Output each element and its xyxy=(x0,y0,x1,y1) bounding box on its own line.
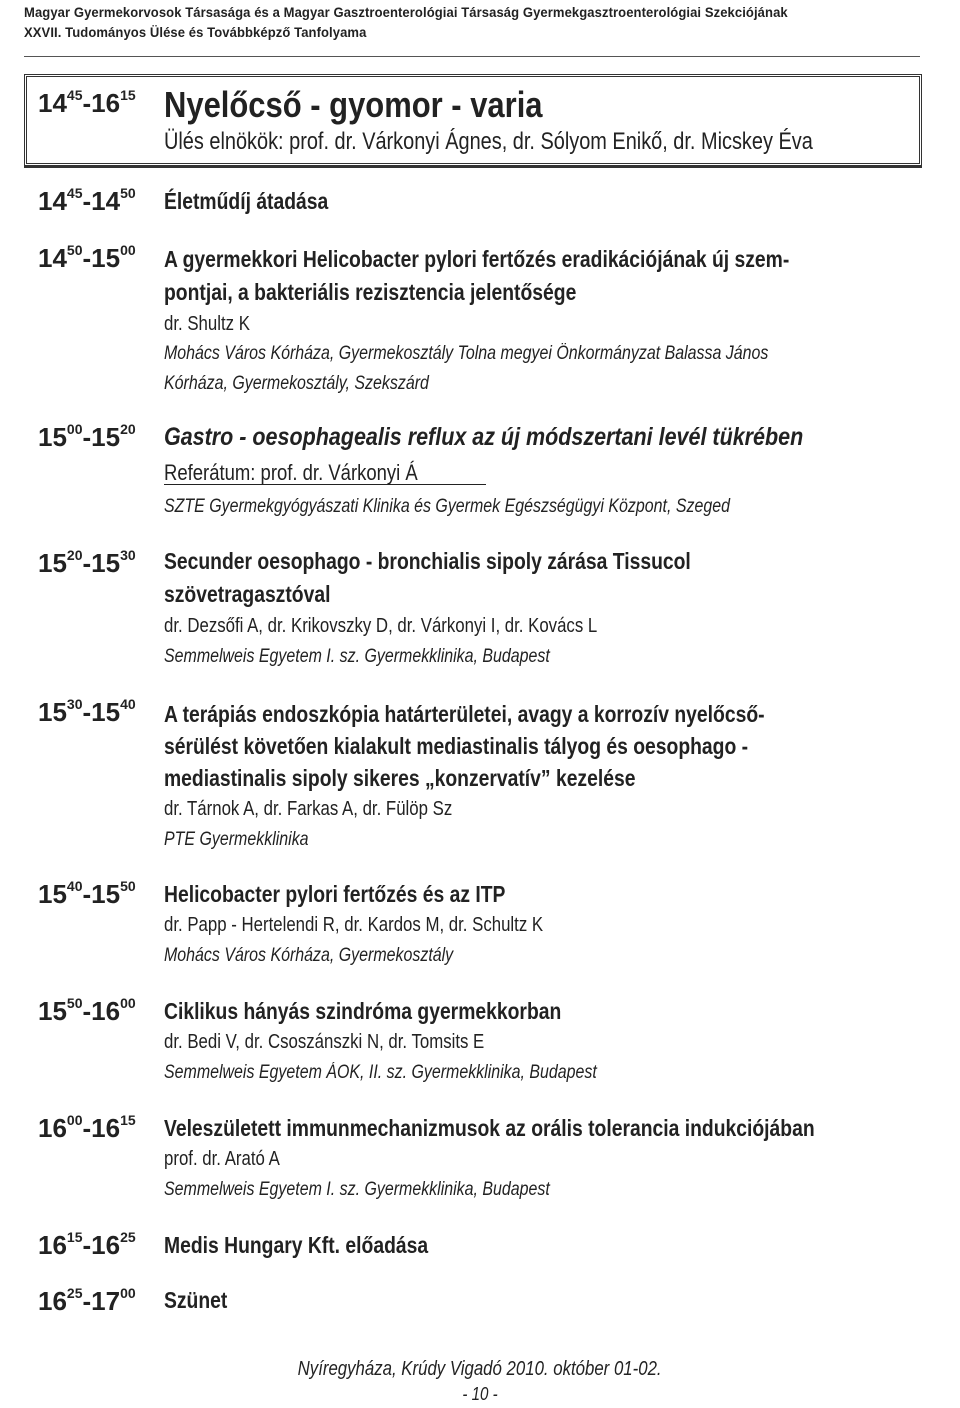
item-title: Helicobacter pylori fertőzés és az ITP xyxy=(164,881,506,907)
item-time: $14^{50}-15^{00}$ xyxy=(38,242,136,273)
item-time: $15^{50}-16^{00}$ xyxy=(38,995,136,1026)
referat-underline xyxy=(164,484,486,485)
item-title-cont: sérülést követően kialakult mediastinalis tályog és oesophago - xyxy=(164,733,749,759)
footer-page-number xyxy=(0,1384,960,1405)
header-divider xyxy=(24,56,920,57)
item-title: Életműdíj átadása xyxy=(164,188,329,214)
session-chairs: Ülés elnökök: prof. dr. Várkonyi Ágnes, dr. Sólyom Enikő, dr. Micskey Éva xyxy=(164,128,813,155)
item-time: $15^{40}-15^{50}$ xyxy=(38,878,136,909)
item-institution: Semmelweis Egyetem I. sz. Gyermekklinika, Budapest xyxy=(164,1179,550,1200)
item-authors: prof. dr. Arató A xyxy=(164,1148,280,1170)
session-time: $14^{45}-16^{15}$ xyxy=(38,87,136,118)
item-title: Veleszületett immunmechanizmusok az orális tolerancia indukciójában xyxy=(164,1115,815,1141)
item-title: Gastro - oesophagealis reflux az új módszertani levél tükrében xyxy=(164,423,804,451)
item-institution: Mohács Város Kórháza, Gyermekosztály Tolna megyei Önkormányzat Balassa János xyxy=(164,343,769,364)
item-referat: Referátum: prof. dr. Várkonyi Á xyxy=(164,460,418,485)
page-number: - 10 - xyxy=(462,1384,498,1404)
item-title: Medis Hungary Kft. előadása xyxy=(164,1232,429,1258)
item-institution: Mohács Város Kórháza, Gyermekosztály xyxy=(164,945,454,966)
item-title-cont: mediastinalis sipoly sikeres „konzervatív” kezelése xyxy=(164,765,636,791)
item-institution: PTE Gyermekklinika xyxy=(164,829,309,850)
item-time: $16^{00}-16^{15}$ xyxy=(38,1112,136,1143)
session-title: Nyelőcső - gyomor - varia xyxy=(164,84,543,125)
item-title: Ciklikus hányás szindróma gyermekkorban xyxy=(164,998,562,1024)
item-institution: SZTE Gyermekgyógyászati Klinika és Gyermek Egészségügyi Központ, Szeged xyxy=(164,496,730,517)
item-title-cont: pontjai, a bakteriális rezisztencia jelentősége xyxy=(164,279,577,305)
item-title: Szünet xyxy=(164,1287,228,1313)
item-time: $16^{15}-16^{25}$ xyxy=(38,1229,136,1260)
item-authors: dr. Papp - Hertelendi R, dr. Kardos M, dr. Schultz K xyxy=(164,914,544,936)
item-authors: dr. Bedi V, dr. Csoszánszki N, dr. Tomsits E xyxy=(164,1031,485,1053)
footer-venue-text: Nyíregyháza, Krúdy Vigadó 2010. október 01-02. xyxy=(298,1358,662,1380)
footer-venue xyxy=(0,1358,960,1381)
item-title: A terápiás endoszkópia határterületei, avagy a korrozív nyelőcső- xyxy=(164,701,765,727)
header-line-2: XXVII. Tudományos Ülése és Továbbképző Tanfolyama xyxy=(24,24,367,40)
item-authors: dr. Dezsőfi A, dr. Krikovszky D, dr. Várkonyi I, dr. Kovács L xyxy=(164,615,598,637)
item-time: $15^{20}-15^{30}$ xyxy=(38,547,136,578)
item-time: $15^{30}-15^{40}$ xyxy=(38,696,136,727)
session-box-shadow xyxy=(24,166,922,168)
item-time: $16^{25}-17^{00}$ xyxy=(38,1285,136,1316)
item-institution-cont: Kórháza, Gyermekosztály, Szekszárd xyxy=(164,373,429,394)
item-authors: dr. Shultz K xyxy=(164,313,250,335)
header-line-1: Magyar Gyermekorvosok Társasága és a Magyar Gasztroenterológiai Társaság Gyermekgasztroenterológiai Szekciójának xyxy=(24,4,788,20)
item-institution: Semmelweis Egyetem ÁOK, II. sz. Gyermekklinika, Budapest xyxy=(164,1062,597,1083)
item-authors: dr. Tárnok A, dr. Farkas A, dr. Fülöp Sz xyxy=(164,798,453,820)
item-institution: Semmelweis Egyetem I. sz. Gyermekklinika, Budapest xyxy=(164,646,550,667)
item-title-cont: szövetragasztóval xyxy=(164,581,331,607)
item-title: A gyermekkori Helicobacter pylori fertőzés eradikációjának új szem- xyxy=(164,246,790,272)
item-title: Secunder oesophago - bronchialis sipoly zárása Tissucol xyxy=(164,548,691,574)
item-time: $15^{00}-15^{20}$ xyxy=(38,421,136,452)
item-time: $14^{45}-14^{50}$ xyxy=(38,185,136,216)
